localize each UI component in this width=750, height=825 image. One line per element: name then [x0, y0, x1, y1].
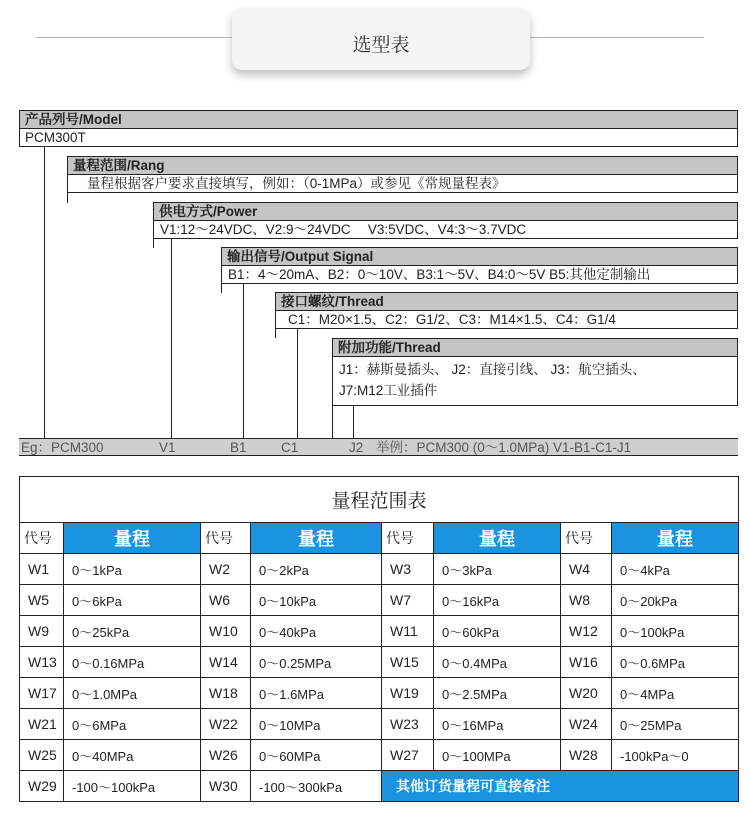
range-value: -100kPa～0: [612, 740, 739, 771]
range-value: 0～60MPa: [251, 740, 382, 771]
connector-thread-left: [275, 310, 276, 338]
range-code: W15: [382, 647, 434, 678]
connector-model: [44, 147, 45, 439]
range-value: 0～40kPa: [251, 616, 382, 647]
range-code: W26: [201, 740, 251, 771]
range-code: W25: [20, 740, 64, 771]
range-value: 0～0.16MPa: [64, 647, 201, 678]
range-value: 0～10MPa: [251, 709, 382, 740]
range-code: W17: [20, 678, 64, 709]
range-value: 0～0.6MPa: [612, 647, 739, 678]
range-code: W16: [561, 647, 612, 678]
range-value: 0～1.6MPa: [251, 678, 382, 709]
range-value: 0～2.5MPa: [434, 678, 561, 709]
range-code: W9: [20, 616, 64, 647]
range-value: -100～300kPa: [251, 771, 382, 802]
example-b: B1: [230, 440, 247, 455]
example-label: Eg：PCM300: [21, 440, 104, 455]
addon-title: 附加功能/Thread: [332, 338, 738, 357]
code-header: 代号: [20, 523, 64, 554]
range-code: W8: [561, 585, 612, 616]
range-code: W3: [382, 554, 434, 585]
range-code: W29: [20, 771, 64, 802]
range-code: W12: [561, 616, 612, 647]
range-value: 0～4kPa: [612, 554, 739, 585]
example-bar: [19, 438, 738, 456]
range-value: -100～100kPa: [64, 771, 201, 802]
range-value: 0～1kPa: [64, 554, 201, 585]
range-value: 0～25kPa: [64, 616, 201, 647]
table-row: [20, 771, 739, 802]
table-row: [20, 554, 739, 585]
example-v: V1: [159, 440, 176, 455]
range-value: 0～16MPa: [434, 709, 561, 740]
range-code: W21: [20, 709, 64, 740]
range-code: W10: [201, 616, 251, 647]
code-header: 代号: [382, 523, 434, 554]
code-header: 代号: [201, 523, 251, 554]
range-value: 0～40MPa: [64, 740, 201, 771]
range-code: W6: [201, 585, 251, 616]
range-value: 0～0.25MPa: [251, 647, 382, 678]
range-value: 0～25MPa: [612, 709, 739, 740]
range-code: W18: [201, 678, 251, 709]
model-diagram: [19, 110, 738, 462]
example-c: C1: [281, 440, 299, 455]
range-value: 0～4MPa: [612, 678, 739, 709]
range-note: 其他订货量程可直接备注: [382, 771, 739, 802]
range-code: W20: [561, 678, 612, 709]
table-row: [20, 740, 739, 771]
range-header: 量程: [64, 523, 201, 554]
range-code: W11: [382, 616, 434, 647]
range-value: 量程根据客户要求直接填写，例如：（0-1MPa）或参见《常规量程表》: [67, 174, 738, 193]
connector-addon-left: [332, 356, 333, 439]
range-code: W7: [382, 585, 434, 616]
range-value: 0～20kPa: [612, 585, 739, 616]
range-table-title: 量程范围表: [20, 477, 739, 523]
power-title: 供电方式/Power: [153, 202, 738, 221]
header-tab: [232, 8, 530, 70]
range-code: W27: [382, 740, 434, 771]
table-row: [20, 585, 739, 616]
range-value: 0～10kPa: [251, 585, 382, 616]
range-value: 0～1.0MPa: [64, 678, 201, 709]
table-row: [20, 678, 739, 709]
range-value: 0～16kPa: [434, 585, 561, 616]
range-code: W4: [561, 554, 612, 585]
thread-title: 接口螺纹/Thread: [275, 292, 738, 311]
addon-line-1: J1：赫斯曼插头、 J2：直接引线、 J3：航空插头、: [339, 362, 646, 377]
power-value: V1:12～24VDC、V2:9～24VDC V3:5VDC、V4:3～3.7VDC: [153, 220, 738, 239]
range-table-header: [20, 523, 739, 554]
output-title: 输出信号/Output Signal: [221, 247, 738, 266]
range-code: W2: [201, 554, 251, 585]
range-header: 量程: [251, 523, 382, 554]
table-row: [20, 616, 739, 647]
model-title: 产品列号/Model: [19, 110, 738, 129]
range-code: W30: [201, 771, 251, 802]
range-code: W19: [382, 678, 434, 709]
range-code: W1: [20, 554, 64, 585]
header-line-left: [36, 37, 234, 38]
table-row: [20, 647, 739, 678]
connector-output: [243, 284, 244, 439]
connector-addon: [353, 406, 354, 439]
model-value: PCM300T: [19, 128, 738, 147]
range-code: W24: [561, 709, 612, 740]
header-line-right: [528, 37, 704, 38]
range-code: W22: [201, 709, 251, 740]
range-value: 0～60kPa: [434, 616, 561, 647]
range-value: 0～3kPa: [434, 554, 561, 585]
connector-power-left: [153, 220, 154, 248]
range-code: W13: [20, 647, 64, 678]
range-header: 量程: [612, 523, 739, 554]
connector-thread: [297, 329, 298, 439]
page-title: 选型表: [352, 34, 410, 56]
thread-value: C1：M20×1.5、C2：G1/2、C3：M14×1.5、C4：G1/4: [275, 310, 738, 329]
connector-range-2: [67, 175, 68, 203]
example-text: 举例：PCM300 (0～1.0MPa) V1-B1-C1-J1: [376, 440, 632, 455]
range-table: [19, 476, 739, 802]
range-value: 0～6MPa: [64, 709, 201, 740]
range-value: 0～100kPa: [612, 616, 739, 647]
range-value: 0～6kPa: [64, 585, 201, 616]
range-value: 0～0.4MPa: [434, 647, 561, 678]
connector-power: [171, 239, 172, 439]
addon-line-2: J7:M12工业插件: [339, 383, 438, 398]
range-title: 量程范围/Rang: [67, 156, 738, 175]
range-code: W14: [201, 647, 251, 678]
range-value: 0～2kPa: [251, 554, 382, 585]
range-value: 0～100MPa: [434, 740, 561, 771]
range-code: W5: [20, 585, 64, 616]
output-value: B1：4～20mA、B2：0～10V、B3:1～5V、B4:0～5V B5:其他定制输出: [221, 265, 738, 284]
example-j: J2: [349, 440, 364, 455]
table-row: [20, 709, 739, 740]
range-code: W28: [561, 740, 612, 771]
connector-output-left: [221, 265, 222, 293]
range-header: 量程: [434, 523, 561, 554]
addon-value: [332, 356, 738, 406]
range-code: W23: [382, 709, 434, 740]
code-header: 代号: [561, 523, 612, 554]
